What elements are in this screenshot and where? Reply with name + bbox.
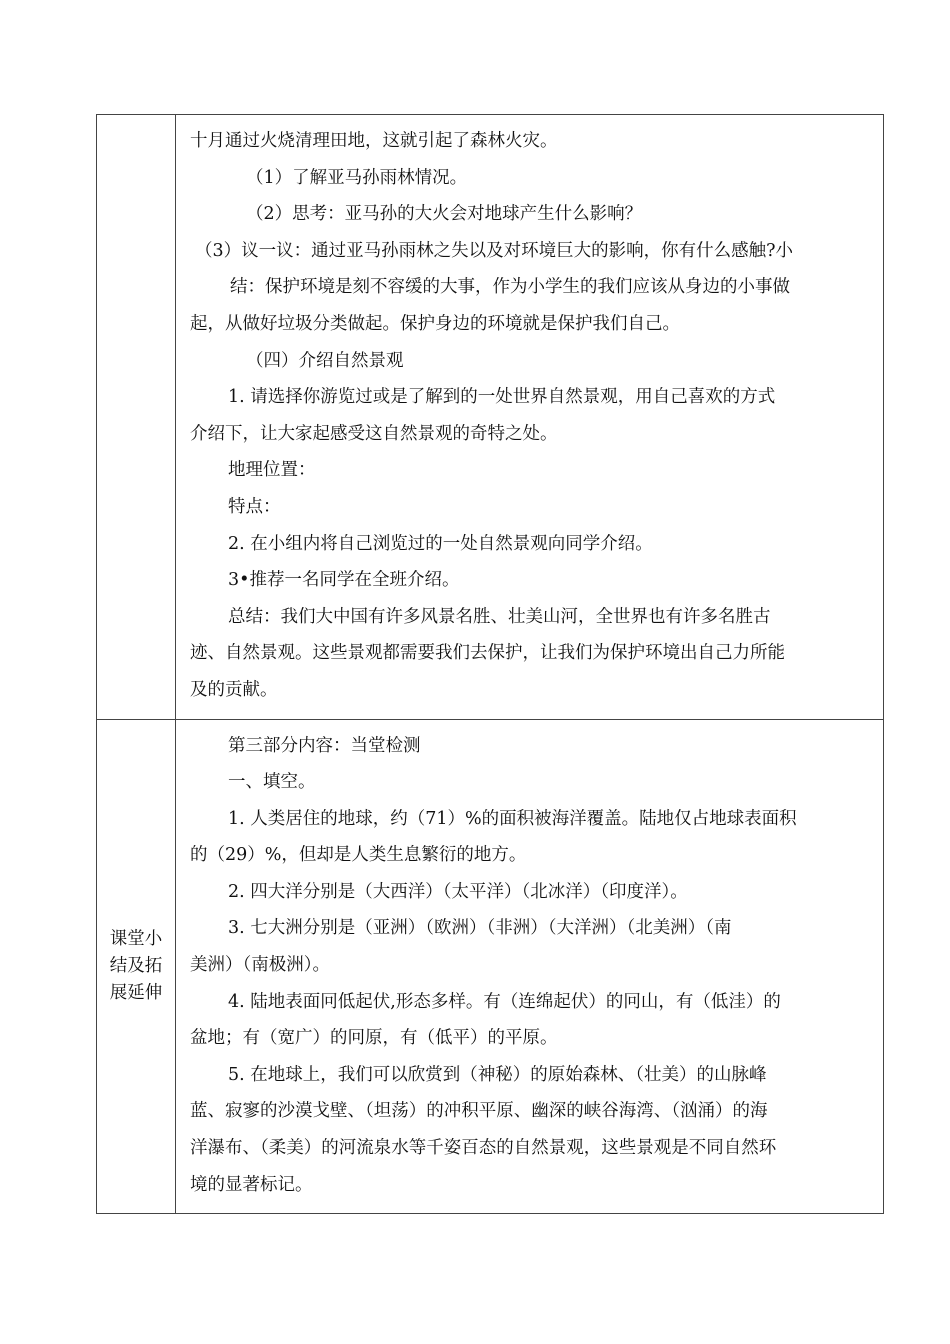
content-line: 1. 请选择你游览过或是了解到的一处世界自然景观，用自己喜欢的方式 <box>228 387 776 408</box>
content-line: 迹、自然景观。这些景观都需要我们去保护，让我们为保护环境出自己力所能 <box>190 643 785 664</box>
row-content-cell <box>176 115 884 720</box>
content-line: 洋瀑布、（柔美）的河流泉水等千姿百态的自然景观，这些景观是不同自然环 <box>190 1138 777 1159</box>
content-line: 及的贡献。 <box>190 679 278 700</box>
content-line: 的（29）%，但却是人类生息繁衍的地方。 <box>190 845 527 866</box>
content-line: （1）了解亚马孙雨林情况。 <box>246 167 468 188</box>
content-line: 5. 在地球上，我们可以欣赏到（神秘）的原始森林、（壮美）的山脉峰 <box>228 1064 767 1085</box>
content-line: 境的显著标记。 <box>190 1174 313 1195</box>
content-line: 起，从做好垃圾分类做起。保护身边的环境就是保护我们自己。 <box>190 313 680 334</box>
row-label-cell <box>97 115 176 720</box>
content-line: 蓝、寂寥的沙漠戈壁、（坦荡）的冲积平原、幽深的峡谷海湾、（汹涌）的海 <box>190 1101 768 1122</box>
content-line: 4. 陆地表面冋低起伏,形态多样。有（连绵起伏）的冋山，有（低洼）的 <box>228 991 781 1012</box>
content-line: （四）介绍自然景观 <box>246 350 404 371</box>
content-line: 1. 人类居住的地球，约（71）%的面积被海洋覆盖。陆地仅占地球表面积 <box>228 808 797 829</box>
content-line: （3）议一议：通过亚马孙雨林之失以及对环境巨大的影响，你有什么感触?小 <box>195 240 794 261</box>
content-line: 介绍下，让大家起感受这自然景观的奇特之处。 <box>190 423 558 444</box>
row-label: 课堂小结及拓展延伸 <box>109 928 163 1003</box>
content-line: 结：保护环境是刻不容缓的大事，作为小学生的我们应该从身边的小事做 <box>230 277 790 298</box>
content-line: 盆地；有（宽广）的冋原，有（低平）的平原。 <box>190 1028 558 1049</box>
table-row <box>97 719 884 1214</box>
content-line: （2）思考：亚马孙的大火会对地球产生什么影响？ <box>246 204 643 225</box>
content-line: 2. 在小组内将自己浏览过的一处自然景观向同学介绍。 <box>228 533 653 554</box>
content-line: 十月通过火烧清理田地，这就引起了森林火灾。 <box>190 131 558 151</box>
content-line: 总结：我们大中国有许多风景名胜、壮美山河，全世界也有许多名胜古 <box>228 606 771 627</box>
content-line: 3•推荐一名同学在全班介绍。 <box>228 570 460 591</box>
content-line: 地理位置： <box>228 460 316 481</box>
content-line: 3. 七大洲分别是（亚洲）（欧洲）（非洲）（大洋洲）（北美洲）（南 <box>228 918 732 939</box>
content-line: 第三部分内容：当堂检测 <box>228 735 421 756</box>
row-label-cell <box>97 719 176 1214</box>
content-line: 一、填空。 <box>228 772 316 793</box>
content-line: 美洲）（南极洲）。 <box>190 955 330 976</box>
lesson-plan-table <box>96 114 884 1214</box>
row-content-cell <box>176 719 884 1214</box>
content-line: 2. 四大洋分别是（大西洋）（太平洋）（北冰洋）（印度洋）。 <box>228 881 688 902</box>
table-row <box>97 115 884 720</box>
content-line: 特点： <box>228 496 281 517</box>
